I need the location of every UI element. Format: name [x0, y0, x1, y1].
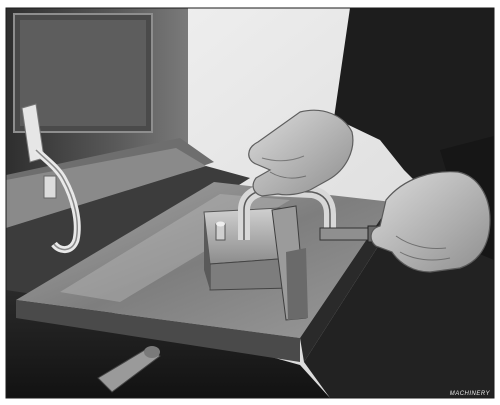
- photo-credit: MACHINERY: [449, 391, 490, 397]
